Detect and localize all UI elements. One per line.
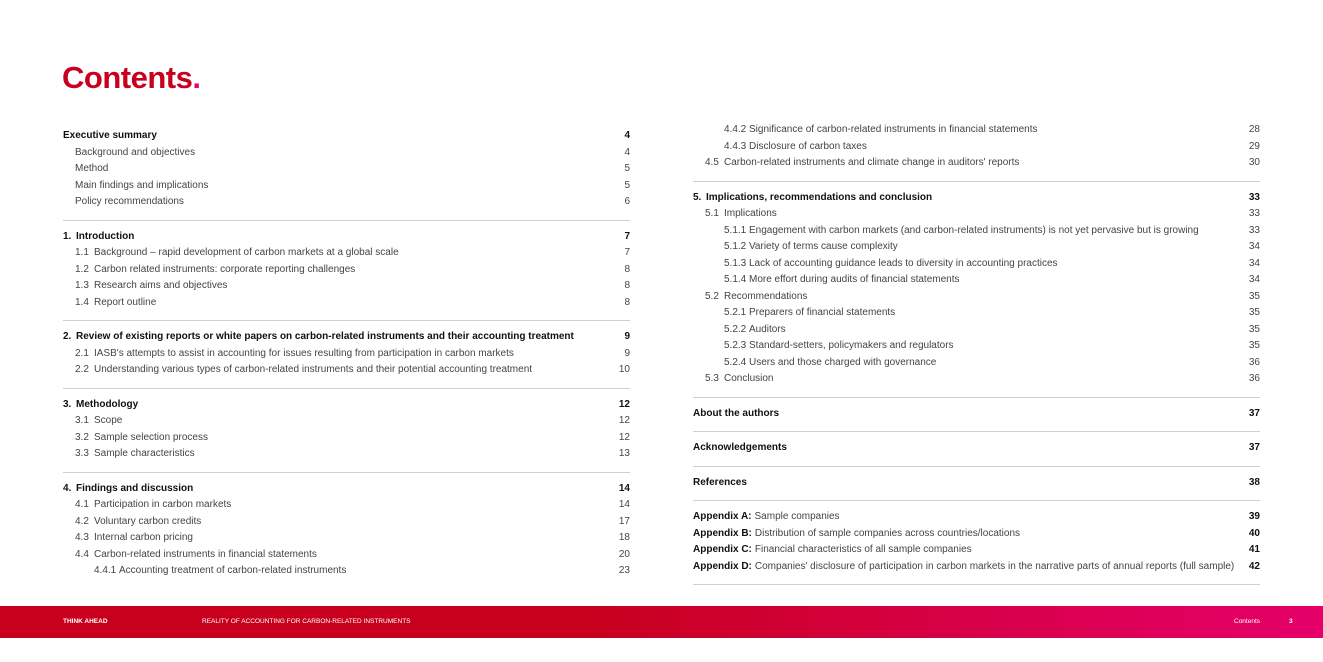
toc-section-1 [63, 229, 630, 322]
toc-section-references [693, 475, 1260, 502]
toc-entry[interactable]: Background and objectives 4 [75, 146, 630, 158]
toc-entry[interactable]: 5.3 Conclusion 36 [705, 373, 1260, 384]
toc-section-4-continued [693, 122, 1260, 182]
toc-entry[interactable]: 5.2 Recommendations 35 [705, 290, 1260, 302]
toc-entry[interactable]: 3.3 Sample characteristics 13 [75, 448, 630, 459]
toc-entry[interactable]: 4.2 Voluntary carbon credits 17 [75, 515, 630, 527]
toc-right-column [693, 122, 1260, 593]
toc-entry[interactable]: 5.1 Implications 33 [705, 208, 1260, 219]
toc-entry[interactable]: 3. Methodology 12 [63, 398, 630, 410]
toc-entry[interactable]: 5.1.1 Engagement with carbon markets (and carbon-related instruments) is not yet pervasive but is growing 33 [724, 224, 1260, 236]
toc-section-2 [63, 329, 630, 389]
toc-entry[interactable]: 5. Implications, recommendations and conclusion 33 [693, 191, 1260, 203]
toc-entry[interactable]: 3.2 Sample selection process 12 [75, 431, 630, 443]
toc-entry[interactable]: 1.2 Carbon related instruments: corporate reporting challenges 8 [75, 263, 630, 275]
toc-entry[interactable]: 4. Findings and discussion 14 [63, 482, 630, 494]
toc-entry[interactable]: About the authors 37 [693, 407, 1260, 419]
toc-entry[interactable]: 3.1 Scope 12 [75, 415, 630, 426]
toc-entry[interactable]: 4.4.2 Significance of carbon-related instruments in financial statements 28 [724, 124, 1260, 135]
toc-section-about [693, 406, 1260, 433]
footer-brand: THINK AHEAD [63, 618, 108, 625]
toc-entry[interactable]: 1. Introduction 7 [63, 230, 630, 242]
toc-entry[interactable]: 4.4 Carbon-related instruments in financial statements 20 [75, 548, 630, 560]
toc-entry[interactable]: 5.1.2 Variety of terms cause complexity 34 [724, 241, 1260, 252]
toc-entry[interactable]: 5.2.1 Preparers of financial statements 35 [724, 307, 1260, 318]
toc-entry[interactable]: Executive summary 4 [63, 130, 630, 141]
toc-entry[interactable]: 4.1 Participation in carbon markets 14 [75, 499, 630, 510]
footer-page-number: 3 [1289, 618, 1293, 625]
toc-entry[interactable]: Method 5 [75, 163, 630, 174]
toc-entry[interactable]: 2.1 IASB's attempts to assist in accounting for issues resulting from participation in carbon markets 9 [75, 347, 630, 359]
toc-entry[interactable]: Appendix B: Distribution of sample companies across countries/locations 40 [693, 527, 1260, 539]
toc-entry[interactable]: Policy recommendations 6 [75, 196, 630, 207]
toc-section-appendices [693, 509, 1260, 585]
toc-entry[interactable]: Appendix C: Financial characteristics of all sample companies 41 [693, 544, 1260, 555]
toc-entry[interactable]: 5.1.3 Lack of accounting guidance leads to diversity in accounting practices 34 [724, 257, 1260, 269]
toc-entry[interactable]: 5.2.4 Users and those charged with governance 36 [724, 356, 1260, 368]
toc-entry[interactable]: 5.2.3 Standard-setters, policymakers and regulators 35 [724, 340, 1260, 351]
toc-section-executive-summary [63, 128, 630, 221]
toc-entry[interactable]: 2. Review of existing reports or white papers on carbon-related instruments and their accounting treatment 9 [63, 331, 630, 342]
toc-entry[interactable]: Acknowledgements 37 [693, 442, 1260, 453]
toc-entry[interactable]: References 38 [693, 476, 1260, 488]
toc-section-5 [693, 190, 1260, 398]
toc-entry[interactable]: 4.4.1 Accounting treatment of carbon-related instruments 23 [94, 565, 630, 576]
page-title: Contents. [62, 60, 201, 95]
toc-entry[interactable]: Appendix D: Companies' disclosure of participation in carbon markets in the narrative parts of annual reports (full sample) 42 [693, 560, 1260, 572]
toc-entry[interactable]: 1.4 Report outline 8 [75, 296, 630, 308]
toc-entry[interactable]: 1.3 Research aims and objectives 8 [75, 280, 630, 291]
footer-document-title: REALITY OF ACCOUNTING FOR CARBON-RELATED INSTRUMENTS [202, 618, 411, 625]
toc-entry[interactable]: 4.5 Carbon-related instruments and climate change in auditors' reports 30 [705, 157, 1260, 168]
toc-entry[interactable]: 1.1 Background – rapid development of carbon markets at a global scale 7 [75, 247, 630, 258]
toc-entry[interactable]: 2.2 Understanding various types of carbon-related instruments and their potential accounting treatment 10 [75, 364, 630, 375]
toc-entry[interactable]: 4.3 Internal carbon pricing 18 [75, 532, 630, 543]
toc-section-4 [63, 481, 630, 589]
toc-entry[interactable]: Appendix A: Sample companies 39 [693, 511, 1260, 522]
page-footer [0, 606, 1323, 638]
toc-entry[interactable]: 5.2.2 Auditors 35 [724, 323, 1260, 335]
toc-entry[interactable]: 5.1.4 More effort during audits of financial statements 34 [724, 274, 1260, 285]
toc-left-column [63, 128, 630, 597]
toc-entry[interactable]: 4.4.3 Disclosure of carbon taxes 29 [724, 140, 1260, 152]
toc-entry[interactable]: Main findings and implications 5 [75, 179, 630, 191]
toc-section-3 [63, 397, 630, 473]
footer-section-name: Contents [1234, 618, 1261, 625]
toc-section-acknowledgements [693, 440, 1260, 467]
